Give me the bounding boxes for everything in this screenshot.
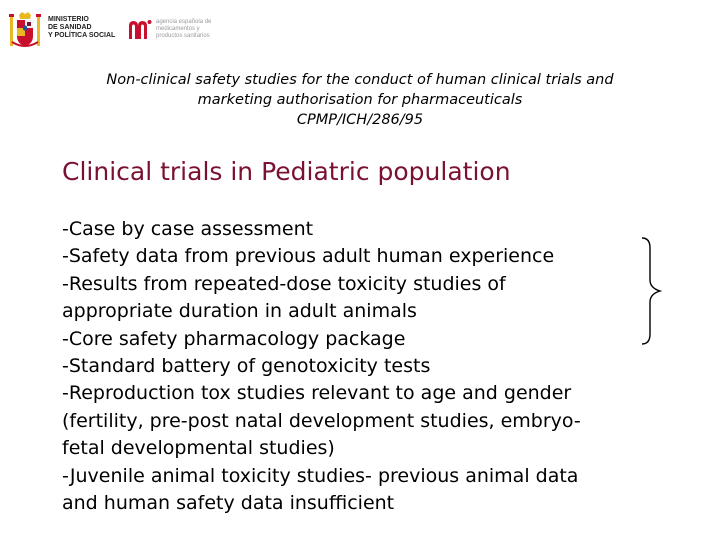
bullet-line: fetal developmental studies) bbox=[62, 437, 335, 460]
agency-logo bbox=[128, 18, 211, 40]
ministry-name bbox=[48, 16, 115, 40]
agency-name-line: agencia española de bbox=[156, 19, 212, 25]
guideline-reference bbox=[30, 70, 690, 130]
ministry-logo bbox=[8, 12, 115, 52]
bullet-line: -Case by case assessment bbox=[62, 218, 314, 240]
ministry-name-line: Y POLÍTICA SOCIAL bbox=[48, 32, 116, 39]
bullet-line: -Results from repeated-dose toxicity studies of bbox=[62, 272, 506, 295]
bullet-line: appropriate duration in adult animals bbox=[62, 300, 417, 323]
right-curly-brace bbox=[640, 236, 670, 346]
bullet-list bbox=[62, 216, 692, 517]
bullet-line: -Standard battery of genotoxicity tests bbox=[62, 355, 431, 378]
guideline-reference-line: CPMP/ICH/286/95 bbox=[296, 112, 424, 128]
bullet-line: -Core safety pharmacology package bbox=[62, 327, 406, 350]
agency-name-line: productos sanitarios bbox=[156, 33, 210, 39]
ministry-name-line: MINISTERIO bbox=[48, 16, 89, 23]
bullet-line: -Reproduction tox studies relevant to age and gender bbox=[62, 382, 572, 405]
agency-name bbox=[156, 19, 211, 40]
guideline-reference-line: Non-clinical safety studies for the conduct of human clinical trials and bbox=[106, 72, 614, 88]
spanish-coat-of-arms-icon bbox=[8, 12, 42, 52]
ministry-name-line: DE SANIDAD bbox=[48, 24, 92, 31]
bullet-line: -Juvenile animal toxicity studies- previous animal data bbox=[62, 464, 579, 487]
agency-name-line: medicamentos y bbox=[156, 26, 200, 32]
slide-title: Clinical trials in Pediatric population bbox=[62, 157, 511, 186]
bullet-line: -Safety data from previous adult human experience bbox=[62, 245, 555, 268]
bullet-line: and human safety data insufficient bbox=[62, 492, 395, 515]
header-logos bbox=[8, 12, 228, 56]
bullet-line: (fertility, pre-post natal development studies, embryo- bbox=[62, 409, 581, 432]
agency-logo-icon bbox=[128, 18, 152, 40]
guideline-reference-line: marketing authorisation for pharmaceuticals bbox=[197, 92, 523, 108]
